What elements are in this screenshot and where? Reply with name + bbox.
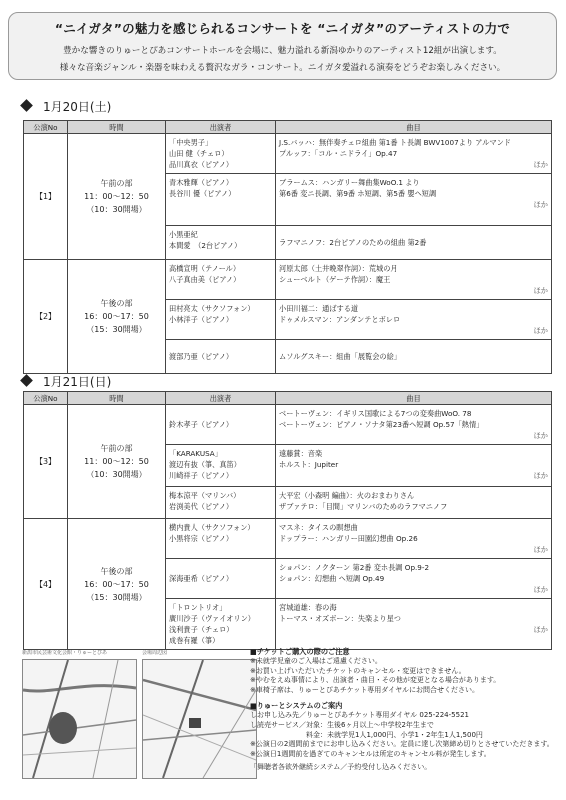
col-header: 曲目 [276, 121, 552, 134]
program-cell: J.S.バッハ：無伴奏チェロ組曲 第1番 ト長調 BWV1007より アルマンド プルッフ：「コル・ニドライ」Op.47 ほか [276, 134, 552, 174]
map-caption: 新潟市民芸術文化会館・りゅーとぴあ [22, 650, 108, 656]
concert-number: 【4】 [24, 519, 68, 650]
performers-cell: 深海亜希（ピアノ） [166, 559, 276, 599]
day2-table [23, 391, 552, 650]
banner-title: “ニイガタ”の魅力を感じられるコンサートを “ニイガタ”のアーティストの力で [54, 21, 511, 36]
intro-banner [8, 12, 557, 80]
day1-date: 1月20日(土) [22, 98, 111, 115]
note-item: ※車椅子席は、りゅーとぴあチケット専用ダイヤルにお問合せください。 [250, 685, 480, 694]
hoka-note: ほか [533, 585, 548, 594]
table-row [24, 405, 552, 445]
support-item: しお申し込み先／りゅーとぴあチケット専用ダイヤル 025-224-5521 [250, 711, 469, 720]
program-cell: ショパン：ノクターン 第2番 変ホ長調 Op.9-2 ショパン：幻想曲 ヘ短調 Op.49 ほか [276, 559, 552, 599]
col-header: 時間 [68, 121, 166, 134]
ticket-notes [250, 647, 556, 773]
program-cell: ブラームス：ハンガリー舞曲集WoO.1 より 第6番 変ニ長調、第9番 ホ短調、第5番 嬰ヘ短調 ほか [276, 174, 552, 226]
support-item: 料金：未就学児1人1,000円、小学1・2年生1人1,500円 [250, 730, 483, 739]
program-cell: ラフマニノフ：2台ピアノのための組曲 第2番 [276, 226, 552, 260]
program-cell: 宮城道雄：春の海 トーマス・オズボーン：失楽より星つ ほか [276, 599, 552, 650]
program-cell: ムソルグスキー：組曲「展覧会の絵」 [276, 340, 552, 374]
performers-cell: 高橋宣明（テノール） 八子真由美（ピアノ） [166, 260, 276, 300]
performers-cell: 青木雅輝（ピアノ） 長谷川 優（ピアノ） [166, 174, 276, 226]
detail-map-drawing [143, 660, 256, 778]
diamond-icon [20, 99, 33, 112]
day1-table [23, 120, 552, 374]
support-item: し読売サービス／対象：生後6ヶ月以上〜中学校2年生まで [250, 720, 434, 729]
day2-date: 1月21日(日) [22, 373, 111, 390]
table-row [24, 519, 552, 559]
concert-time: 午後の部 16：00〜17：50 （15：30開場） [68, 519, 166, 650]
col-header: 曲目 [276, 392, 552, 405]
support-item: ※公演日1週間前を過ぎてのキャンセルは所定のキャンセル料が発生します。 [250, 749, 491, 758]
map-caption: 会場周辺図 [142, 650, 168, 656]
area-map-drawing [23, 660, 136, 778]
table-header [24, 392, 552, 405]
performers-cell: 「KARAKUSA」 渡辺有抜（箏、真笛） 川崎祥子（ピアノ） [166, 445, 276, 487]
performers-cell: 横内貴人（サクソフォン） 小黒将宗（ピアノ） [166, 519, 276, 559]
banner-line-1: 豊かな響きのりゅーとぴあコンサートホールを会場に、魅力溢れる新潟ゆかりのアーティスト12組が出演します。 [63, 46, 502, 56]
hoka-note: ほか [533, 160, 548, 169]
program-cell: 大平宏（小森明 編曲）：火のおまわりさん ザブァテロ：「目間」マリンバのためのラフマニノフ [276, 487, 552, 519]
hoka-note: ほか [533, 286, 548, 295]
program-cell: 小田川福二：通ばする道 ドゥメルスマン：アンダンテとボレロ ほか [276, 300, 552, 340]
support-item: ※公演日の2週間前までにお申し込みください。定員に達し次第締め切りとさせていただきます。 [250, 740, 554, 749]
concert-time: 午前の部 11：00〜12：50 （10：30開場） [68, 405, 166, 519]
hoka-note: ほか [533, 545, 548, 554]
support-heading: ■りゅーとシステムのご案内 [250, 701, 343, 711]
performers-cell: 梅本涼平（マリンバ） 岩渕美代（ピアノ） [166, 487, 276, 519]
note-item: ※未就学児童のご入場はご遠慮ください。 [250, 657, 382, 665]
concert-number: 【3】 [24, 405, 68, 519]
performers-cell: 鈴木孝子（ピアノ） [166, 405, 276, 445]
hoka-note: ほか [533, 431, 548, 440]
table-row [24, 134, 552, 174]
performers-cell: 「トロントリオ」 廣川沙子（ヴァイオリン） 浅利貴子（チェロ） 成巻有羅（箏） [166, 599, 276, 650]
table-header [24, 121, 552, 134]
concert-number: 【2】 [24, 260, 68, 374]
program-cell: マスネ：タイスの瞑想曲 ドップラー：ハンガリー田園幻想曲 Op.26 ほか [276, 519, 552, 559]
hoka-note: ほか [533, 200, 548, 209]
performers-cell: 「中央男子」 山田 健（チェロ） 品川真衣（ピアノ） [166, 134, 276, 174]
hoka-note: ほか [533, 326, 548, 335]
table-row [24, 260, 552, 300]
performers-cell: 田村亮太（サクソフォン） 小林洋子（ピアノ） [166, 300, 276, 340]
detail-map [142, 659, 257, 779]
col-header: 出演者 [166, 392, 276, 405]
support-item: 「舞聴者各欲外継続システム／予約受付し込みください。 [250, 763, 432, 772]
col-header: 公演No [24, 121, 68, 134]
performers-cell: 渡部乃亜（ピアノ） [166, 340, 276, 374]
concert-time: 午後の部 16：00〜17：50 （15：30開場） [68, 260, 166, 374]
note-item: ※お買い上げいただいたチケットのキャンセル・変更はできません。 [250, 666, 466, 675]
concert-number: 【1】 [24, 134, 68, 260]
performers-cell: 小黒亜紀 本間愛 （2台ピアノ） [166, 226, 276, 260]
banner-line-2: 様々な音楽ジャンル・楽器を味わえる贅沢なガラ・コンサート。ニイガタ愛溢れる演奏をどうぞお楽しみください。 [59, 63, 506, 73]
notes-heading: ■チケットご購入の際のご注意 [250, 647, 350, 656]
col-header: 時間 [68, 392, 166, 405]
program-cell: 遠藤賞：音楽 ホルスト：Jupiter ほか [276, 445, 552, 487]
concert-time: 午前の部 11：00〜12：50 （10：30開場） [68, 134, 166, 260]
note-item: ※やむをえぬ事情により、出演者・曲目・その他が変更となる場合があります。 [250, 676, 501, 685]
area-map [22, 659, 137, 779]
program-cell: 河原太郎（土井晩翠作詞）：荒城の月 シューベルト（ゲーテ作詞）：魔王 ほか [276, 260, 552, 300]
access-maps [22, 649, 262, 787]
hoka-note: ほか [533, 471, 548, 480]
diamond-icon [20, 374, 33, 387]
program-cell: ベートーヴェン：イギリス国歌による7つの変奏曲WoO. 78 ベートーヴェン：ピアノ・ソナタ第23番ヘ短調 Op.57「熱情」 ほか [276, 405, 552, 445]
col-header: 公演No [24, 392, 68, 405]
col-header: 出演者 [166, 121, 276, 134]
hoka-note: ほか [533, 625, 548, 634]
